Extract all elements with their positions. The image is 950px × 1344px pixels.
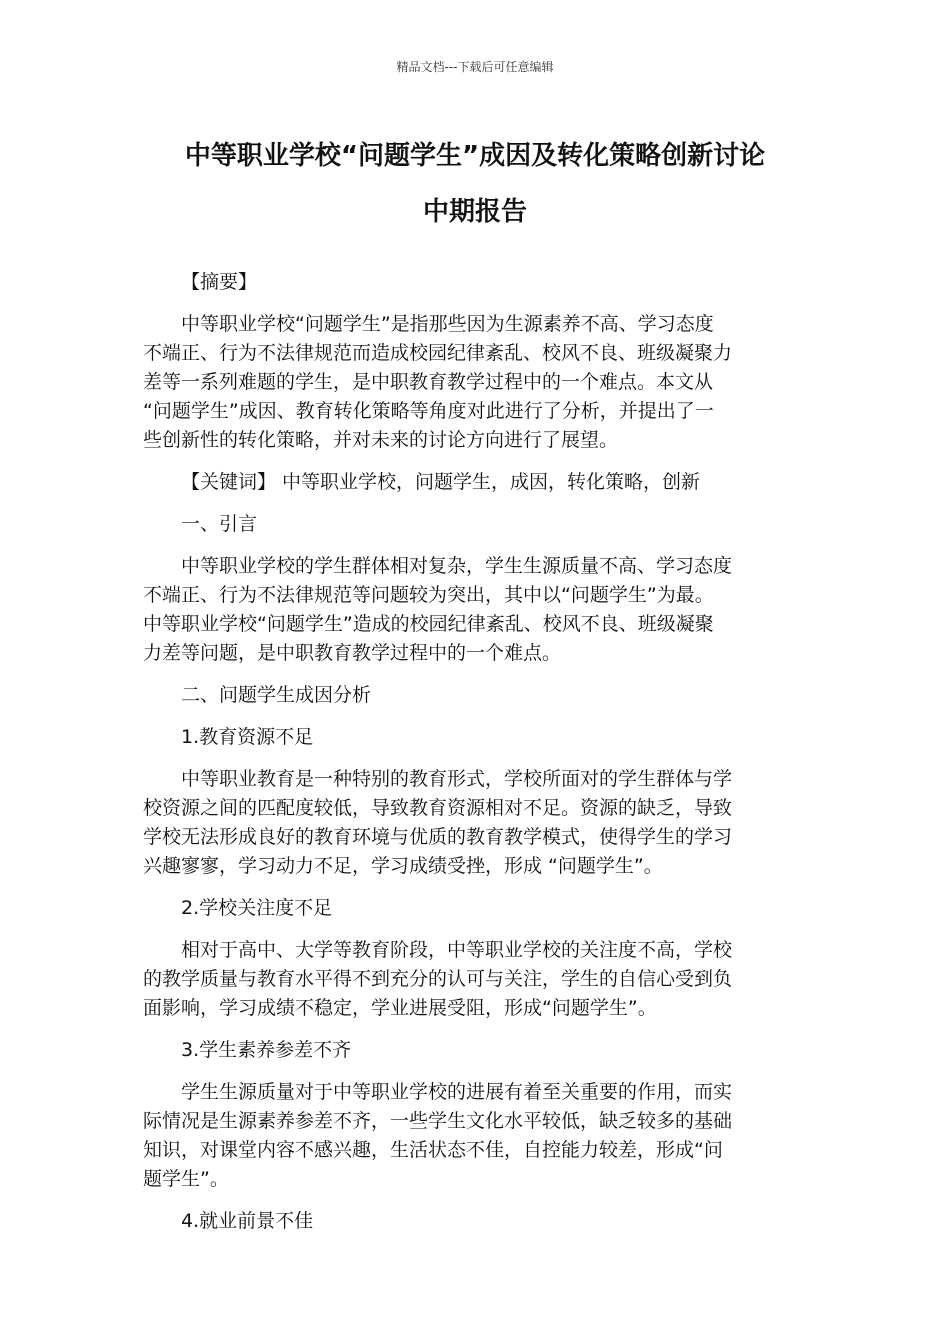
text-line: 的教学质量与教育水平得不到充分的认可与关注，学生的自信心受到负 — [143, 968, 733, 990]
text-line: 力差等问题，是中职教育教学过程中的一个难点。 — [143, 642, 562, 664]
text-line: 不端正、行为不法律规范等问题较为突出，其中以“问题学生”为最。 — [143, 584, 714, 606]
text-line: “问题学生”成因、教育转化策略等角度对此进行了分析，并提出了一 — [143, 400, 714, 422]
subsection-1-paragraph — [143, 765, 793, 881]
keywords-line: 【关键词】 中等职业学校，问题学生，成因，转化策略，创新 — [181, 471, 701, 493]
section-1-heading: 一、引言 — [181, 513, 258, 535]
text-line: 中等职业学校的学生群体相对复杂，学生生源质量不高、学习态度 — [181, 555, 733, 577]
text-line: 学生生源质量对于中等职业学校的进展有着至关重要的作用，而实 — [181, 1081, 733, 1103]
section-1-paragraph — [143, 552, 793, 668]
text-line: 兴趣寥寥，学习动力不足，学习成绩受挫，形成 “问题学生”。 — [143, 855, 663, 877]
text-line: 中等职业教育是一种特别的教育形式，学校所面对的学生群体与学 — [181, 768, 733, 790]
text-line: 些创新性的转化策略，并对未来的讨论方向进行了展望。 — [143, 429, 619, 451]
subsection-2-heading: 2.学校关注度不足 — [181, 897, 333, 919]
text-line: 题学生”。 — [143, 1168, 229, 1190]
text-line: 不端正、行为不法律规范而造成校园纪律紊乱、校风不良、班级凝聚力 — [143, 342, 733, 364]
document-body — [143, 268, 793, 1249]
text-line: 相对于高中、大学等教育阶段，中等职业学校的关注度不高，学校 — [181, 939, 733, 961]
text-line: 际情况是生源素养参差不齐，一些学生文化水平较低，缺乏较多的基础 — [143, 1110, 733, 1132]
text-line: 中等职业学校“问题学生”是指那些因为生源素养不高、学习态度 — [181, 313, 714, 335]
subsection-4-heading: 4.就业前景不佳 — [181, 1210, 314, 1232]
subsection-2-paragraph — [143, 936, 793, 1023]
section-2-heading: 二、问题学生成因分析 — [181, 684, 372, 706]
text-line: 校资源之间的匹配度较低，导致教育资源相对不足。资源的缺乏，导致 — [143, 797, 733, 819]
text-line: 知识，对课堂内容不感兴趣，生活状态不佳，自控能力较差，形成“问 — [143, 1139, 723, 1161]
title-line-1: 中等职业学校“问题学生”成因及转化策略创新讨论 — [184, 141, 766, 171]
title-line-2: 中期报告 — [422, 197, 527, 227]
text-line: 面影响，学习成绩不稳定，学业进展受阻，形成“问题学生”。 — [143, 997, 657, 1019]
page-header-note: 精品文档---下载后可任意编辑 — [396, 60, 554, 74]
text-line: 差等一系列难题的学生，是中职教育教学过程中的一个难点。本文从 — [143, 371, 714, 393]
subsection-3-paragraph — [143, 1078, 793, 1194]
abstract-heading: 【摘要】 — [181, 271, 258, 293]
subsection-3-heading: 3.学生素养参差不齐 — [181, 1039, 352, 1061]
text-line: 学校无法形成良好的教育环境与优质的教育教学模式，使得学生的学习 — [143, 826, 733, 848]
abstract-paragraph — [143, 310, 793, 455]
subsection-1-heading: 1.教育资源不足 — [181, 726, 314, 748]
text-line: 中等职业学校“问题学生”造成的校园纪律紊乱、校风不良、班级凝聚 — [143, 613, 714, 635]
document-title — [100, 128, 850, 240]
